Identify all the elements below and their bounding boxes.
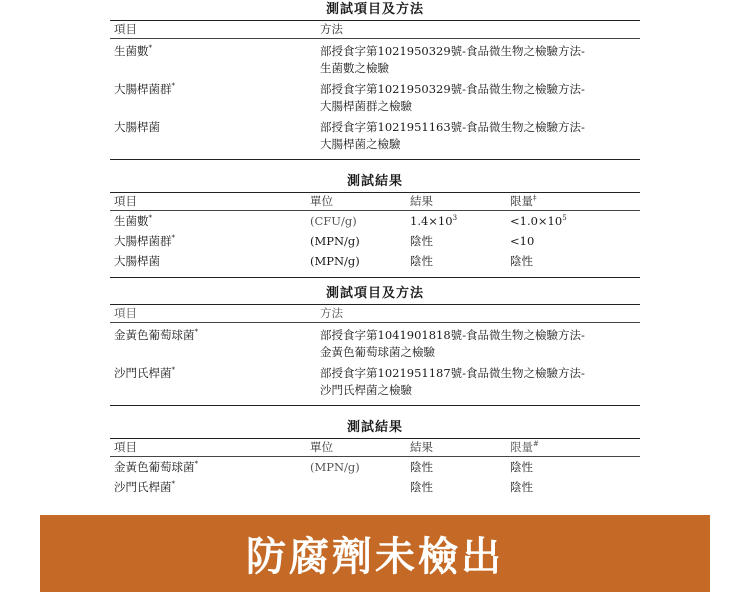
limit-mark: # [533, 440, 539, 449]
result-value: 陰性 [410, 460, 433, 474]
item-mark: * [194, 328, 198, 337]
section-title-methods-2: 測試項目及方法 [325, 286, 424, 301]
method-row [110, 77, 640, 115]
unit-value: (MPN/g) [310, 234, 360, 248]
method-line: 金黃色葡萄球菌之檢驗 [320, 345, 435, 359]
header-item: 項目 [114, 22, 137, 36]
method-row [110, 323, 640, 361]
item-mark: * [171, 82, 175, 91]
item-name: 金黃色葡萄球菌 [114, 328, 195, 342]
result-value: 陰性 [410, 234, 433, 248]
section-title-results-1: 測試結果 [346, 174, 403, 189]
limit-value: <10 [510, 234, 535, 248]
item-name: 大腸桿菌群 [114, 234, 172, 248]
method-row [110, 361, 640, 399]
header-item: 項目 [114, 194, 137, 208]
item-name: 金黃色葡萄球菌 [114, 460, 195, 474]
header-result: 結果 [410, 440, 433, 454]
limit-value: 陰性 [510, 254, 533, 268]
result-row [110, 457, 640, 477]
item-name: 大腸桿菌 [114, 120, 160, 134]
unit-value: (CFU/g) [310, 214, 357, 228]
item-name: 大腸桿菌 [114, 254, 160, 268]
result-value: 1.4×10 [410, 214, 453, 228]
limit-value: 陰性 [510, 480, 533, 494]
result-row [110, 231, 640, 251]
method-line: 部授食字第1041901818號-食品微生物之檢驗方法- [320, 328, 585, 342]
header-unit: 單位 [310, 440, 333, 454]
item-mark: * [148, 44, 152, 53]
unit-value: (MPN/g) [310, 254, 360, 268]
preservative-banner [40, 515, 710, 592]
results-header-row [110, 193, 640, 210]
item-name: 大腸桿菌群 [114, 82, 172, 96]
limit-value: 陰性 [510, 460, 533, 474]
item-mark: * [171, 480, 175, 489]
method-line: 部授食字第1021951163號-食品微生物之檢驗方法- [320, 120, 585, 134]
test-report [110, 0, 640, 497]
header-result: 結果 [410, 194, 433, 208]
method-line: 部授食字第1021950329號-食品微生物之檢驗方法- [320, 44, 585, 58]
limit-mark: ‡ [533, 194, 537, 203]
method-line: 大腸桿菌群之檢驗 [320, 99, 412, 113]
item-name: 沙門氏桿菌 [114, 366, 172, 380]
banner-text: 防腐劑未檢出 [246, 534, 504, 580]
header-limit: 限量 [510, 440, 533, 454]
section-title-methods-1: 測試項目及方法 [325, 2, 424, 17]
methods-header-row [110, 305, 640, 322]
result-value: 陰性 [410, 254, 433, 268]
methods-header-row [110, 21, 640, 38]
header-unit: 單位 [310, 194, 333, 208]
header-method: 方法 [320, 22, 343, 36]
section-title-results-2: 測試結果 [346, 420, 403, 435]
item-mark: * [148, 214, 152, 223]
item-name: 生菌數 [114, 44, 149, 58]
method-line: 生菌數之檢驗 [320, 61, 389, 75]
result-value: 陰性 [410, 480, 433, 494]
method-line: 部授食字第1021951187號-食品微生物之檢驗方法- [320, 366, 585, 380]
method-line: 沙門氏桿菌之檢驗 [320, 383, 412, 397]
result-row [110, 211, 640, 231]
item-mark: * [171, 234, 175, 243]
method-line: 大腸桿菌之檢驗 [320, 137, 401, 151]
item-name: 生菌數 [114, 214, 149, 228]
unit-value [310, 477, 410, 497]
header-item: 項目 [114, 306, 137, 320]
unit-value: (MPN/g) [310, 460, 360, 474]
limit-exponent: 5 [562, 214, 567, 223]
result-exponent: 3 [452, 214, 458, 223]
item-mark: * [194, 460, 198, 469]
item-name: 沙門氏桿菌 [114, 480, 172, 494]
results-header-row [110, 439, 640, 456]
header-item: 項目 [114, 440, 137, 454]
result-row [110, 477, 640, 497]
method-row [110, 39, 640, 77]
method-line: 部授食字第1021950329號-食品微生物之檢驗方法- [320, 82, 585, 96]
method-row [110, 115, 640, 153]
limit-value: <1.0×10 [510, 214, 563, 228]
result-row [110, 251, 640, 271]
item-mark: * [171, 366, 175, 375]
header-limit: 限量 [510, 194, 533, 208]
header-method: 方法 [320, 306, 343, 320]
